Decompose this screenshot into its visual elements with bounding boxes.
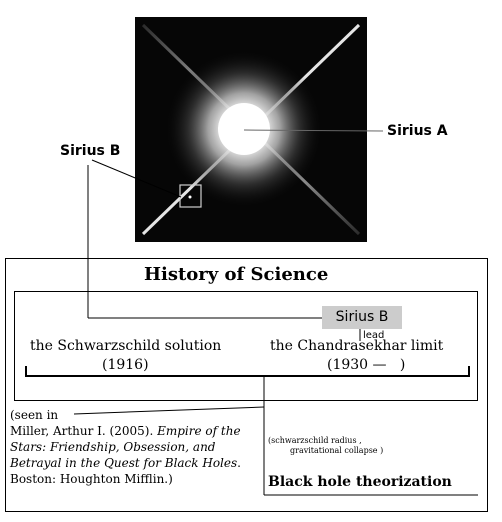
chandrasekhar-year: (1930 — )	[327, 357, 406, 373]
schwarzschild-solution-label: the Schwarzschild solution	[30, 338, 222, 354]
sirius-photo	[135, 17, 367, 242]
reference-author: Miller, Arthur I. (2005).	[10, 424, 154, 438]
reference-prefix: (seen in	[10, 408, 59, 422]
sirius-a-core	[218, 103, 270, 155]
reference-citation	[10, 407, 265, 487]
sirius-a-label: Sirius A	[387, 123, 448, 139]
lead-label: lead	[363, 330, 385, 341]
note-schwarzschild-radius: (schwarzschild radius ,	[268, 436, 362, 445]
reference-book-title: Empire of the Stars: Friendship, Obsession, and Betrayal in the Quest for Black Holes	[10, 424, 241, 470]
reference-publisher: . Boston: Houghton Mifflin.)	[10, 456, 241, 486]
sirius-b-point	[189, 196, 192, 199]
chandrasekhar-limit-label: the Chandrasekhar limit	[270, 338, 444, 354]
note-gravitational-collapse: gravitational collapse )	[290, 446, 384, 455]
sirius-b-node: Sirius B	[322, 306, 402, 329]
diagram-title: History of Science	[144, 264, 329, 285]
sirius-b-photo-label: Sirius B	[60, 143, 121, 159]
schwarzschild-year: (1916)	[102, 357, 149, 373]
black-hole-theorization-label: Black hole theorization	[268, 474, 452, 490]
